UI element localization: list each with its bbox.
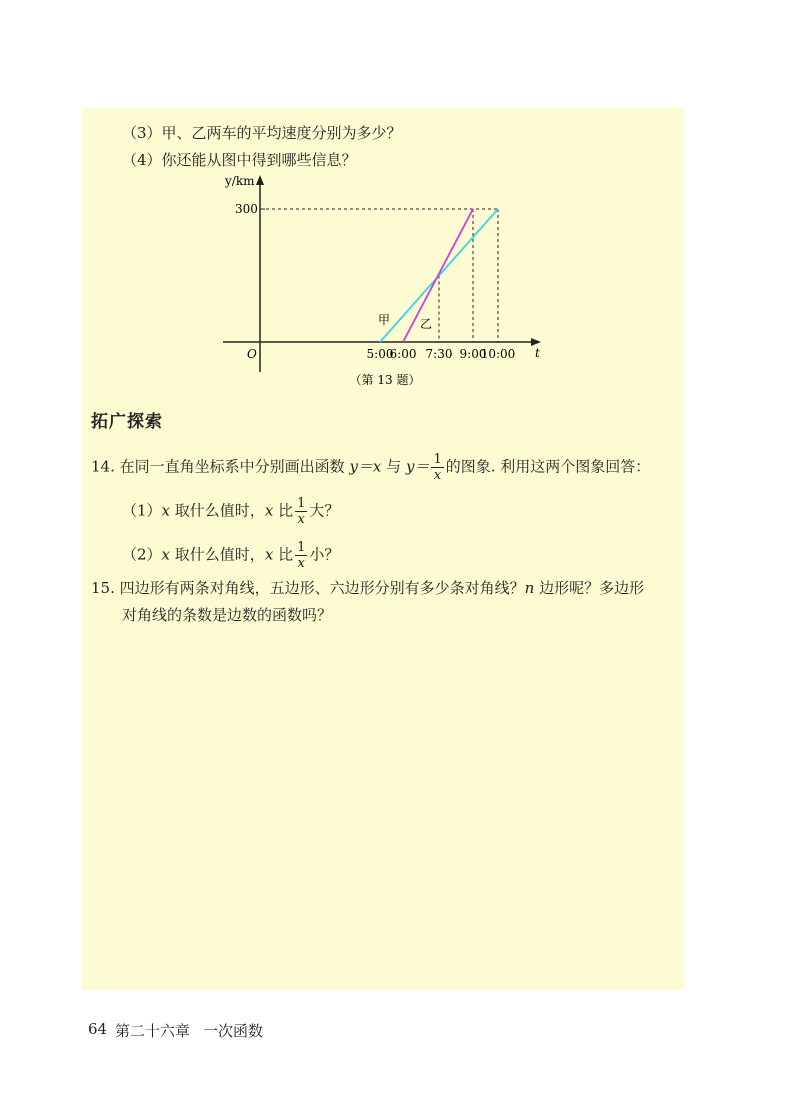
chapter-label: 第二十六章	[115, 1022, 191, 1040]
sub1-var2: x	[264, 501, 274, 520]
x-axis-arrow	[531, 338, 541, 346]
question-14-sub1	[122, 496, 339, 527]
question-14-text-c: 的图象. 利用这两个图象回答：	[445, 457, 651, 476]
sub2-fraction-num: 1	[297, 540, 306, 555]
fraction-one-over-x	[431, 452, 443, 483]
x-tick-label: 7:30	[425, 347, 453, 361]
y-tick-label: 300	[235, 202, 258, 216]
section-title: 拓广探索	[91, 412, 163, 432]
sub1-var: x	[161, 501, 171, 520]
sub2-var: x	[161, 545, 171, 564]
equation-inverse-lhs: y＝	[405, 457, 430, 476]
equation-linear: y＝x	[349, 457, 382, 476]
sub2-var2: x	[264, 545, 274, 564]
x-tick-label: 5:00	[366, 347, 394, 361]
sub1-fraction	[295, 496, 307, 527]
sub1-fraction-num: 1	[297, 496, 306, 511]
fraction-denominator: x	[433, 468, 442, 483]
x-tick-label: 9:00	[459, 347, 487, 361]
sub2-fraction-den: x	[297, 556, 305, 571]
origin-label: O	[247, 347, 257, 361]
sub1-prefix: （1）	[122, 501, 162, 520]
sub2-end: 小？	[309, 545, 340, 564]
y-axis-arrow	[256, 175, 264, 185]
question-14-text-a: 在同一直角坐标系中分别画出函数	[119, 457, 345, 476]
question-15-line1	[91, 578, 644, 598]
series-line	[403, 209, 473, 342]
question-14-number: 14.	[91, 457, 115, 476]
question-15-line2: 对角线的条数是边数的函数吗？	[122, 606, 333, 624]
sub1-fraction-den: x	[297, 512, 305, 527]
question-14-sub2	[122, 540, 339, 571]
sub2-prefix: （2）	[122, 545, 162, 564]
sub1-compare: 比	[278, 501, 294, 520]
question-4: （4）你还能从图中得到哪些信息？	[122, 151, 357, 169]
distance-time-chart	[215, 172, 555, 394]
page-number: 64	[88, 1020, 108, 1038]
sub2-fraction	[295, 540, 307, 571]
question-14-text-b: 与	[386, 457, 402, 476]
x-tick-label: 6:00	[389, 347, 417, 361]
series-label: 甲	[378, 313, 391, 327]
sub2-compare: 比	[278, 545, 294, 564]
sub1-mid: 取什么值时，	[174, 501, 265, 520]
fraction-numerator: 1	[433, 452, 442, 467]
sub1-end: 大？	[309, 501, 340, 520]
x-tick-label: 10:00	[480, 347, 516, 361]
series-label: 乙	[420, 317, 433, 331]
chapter-title: 一次函数	[203, 1022, 264, 1040]
question-15-text-a: 四边形有两条对角线，五边形、六边形分别有多少条对角线？	[119, 579, 525, 597]
chart-caption: （第 13 题）	[349, 373, 421, 387]
question-15-number: 15.	[91, 579, 115, 597]
question-3: （3）甲、乙两车的平均速度分别为多少？	[122, 124, 402, 142]
question-15-var: n	[524, 579, 535, 597]
y-axis-label: y/km	[225, 174, 255, 188]
question-15-text-b: 边形呢？多边形	[539, 579, 645, 597]
question-14-line	[91, 452, 650, 483]
sub2-mid: 取什么值时，	[174, 545, 265, 564]
x-axis-label: t	[535, 346, 540, 360]
